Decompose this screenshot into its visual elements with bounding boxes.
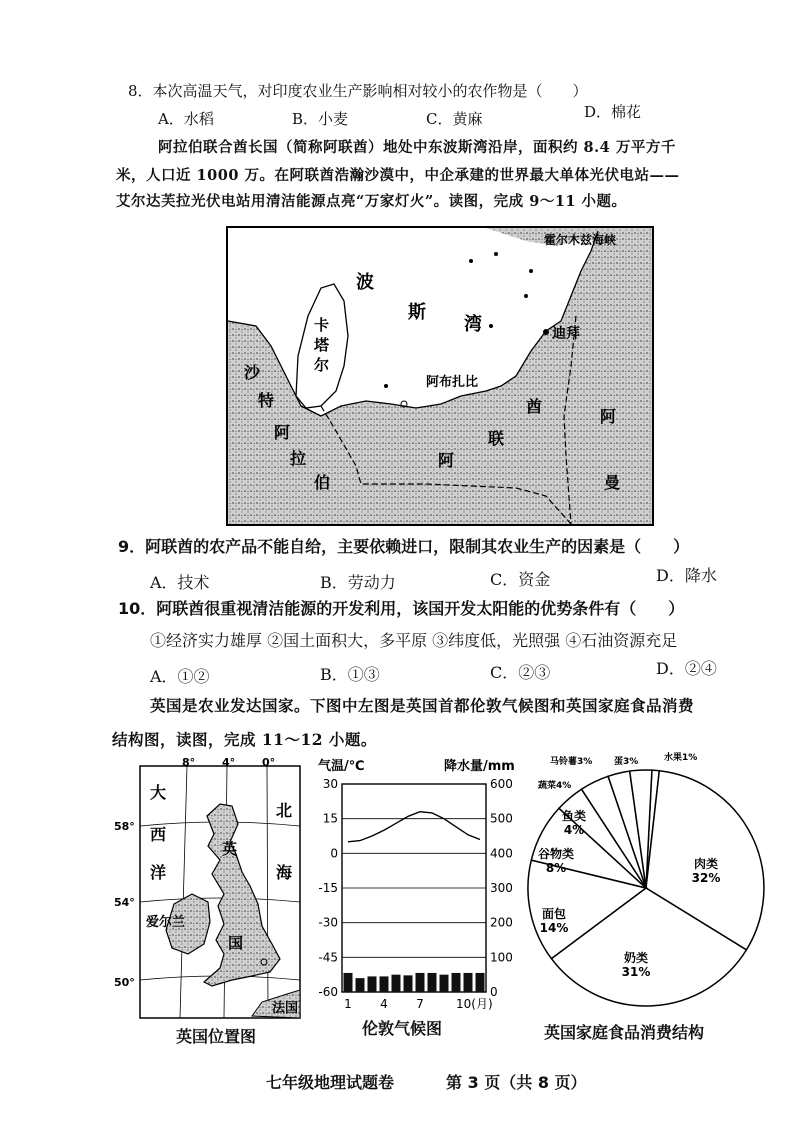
qatar-char-1: 卡	[314, 316, 330, 334]
precip-tick: 0	[490, 985, 498, 999]
precip-bar	[476, 973, 485, 992]
q9-option-b[interactable]: B．劳动力	[320, 573, 396, 592]
precip-bar	[344, 973, 353, 992]
q8-option-d[interactable]: D．棉花	[584, 103, 642, 121]
precip-bar	[380, 976, 389, 992]
pie-value-label: 14%	[539, 921, 569, 935]
precip-tick: 100	[490, 950, 513, 965]
pie-label: 水果1%	[664, 753, 698, 763]
ocean-char-2: 西	[150, 825, 167, 844]
pie-caption: 英国家庭食品消费结构	[544, 1023, 705, 1042]
lon-4: 4°	[222, 756, 236, 769]
q10-option-c[interactable]: C．②③	[490, 663, 551, 682]
q8-option-a[interactable]: A．水稻	[158, 110, 214, 128]
uae-intro-line-1: 阿拉伯联合酋长国（简称阿联酋）地处中东波斯湾沿岸，面积约 8.4 万平方千	[158, 139, 676, 156]
lon-0: 0°	[262, 756, 276, 769]
pie-value-label: 32%	[691, 871, 721, 885]
temperature-curve	[348, 812, 480, 842]
footer-course: 七年级地理试题卷	[266, 1073, 395, 1092]
pie-label: 蔬菜4%	[538, 781, 572, 791]
north-sea-char-2: 海	[276, 863, 293, 882]
uae-char-2: 联	[488, 429, 505, 448]
precip-tick: 300	[490, 881, 513, 895]
q10-stem: 10．阿联酋很重视清洁能源的开发利用，该国开发太阳能的优势条件有（ ）	[118, 599, 685, 618]
ocean-char-3: 洋	[150, 863, 167, 882]
gulf-char-3: 湾	[464, 314, 482, 335]
france-label: 法国	[272, 1001, 299, 1016]
precip-tick: 400	[490, 846, 513, 861]
temp-tick: -45	[318, 950, 338, 965]
precip-tick: 200	[490, 915, 513, 930]
saudi-char-5: 伯	[314, 473, 331, 492]
precip-bar	[440, 975, 449, 992]
pie-label: 肉类	[693, 857, 719, 871]
uk-intro-line-1: 英国是农业发达国家。下图中左图是英国首都伦敦气候图和英国家庭食品消费	[150, 696, 695, 715]
temp-tick: -30	[318, 915, 338, 930]
temp-tick: 15	[322, 811, 338, 826]
uk-map-caption: 英国位置图	[176, 1027, 257, 1046]
pie-value-label: 31%	[621, 965, 651, 979]
precip-bar	[416, 973, 425, 992]
precip-bar	[356, 978, 365, 992]
london-climate-chart	[316, 756, 526, 1012]
precip-bar	[404, 975, 413, 992]
uk-location-map	[112, 754, 310, 1024]
qatar-char-2: 塔	[314, 336, 330, 354]
ocean-char-1: 大	[150, 783, 167, 802]
uae-intro-line-2: 米，人口近 1000 万。在阿联酋浩瀚沙漠中，中企承建的世界最大单体光伏电站——	[116, 167, 680, 184]
precip-bar	[452, 973, 461, 992]
pie-value-label: 8%	[545, 861, 567, 875]
month-tick: 10(月)	[456, 997, 493, 1011]
uae-char-3: 酋	[526, 397, 543, 416]
temp-tick: -15	[318, 881, 338, 895]
food-consumption-pie	[516, 750, 786, 1020]
q9-option-d[interactable]: D．降水	[656, 566, 717, 585]
q8-option-b[interactable]: B．小麦	[292, 110, 349, 128]
footer-page: 第 3 页（共 8 页）	[446, 1073, 587, 1092]
q9-option-a[interactable]: A．技术	[150, 573, 210, 592]
precip-bar	[464, 973, 473, 992]
dubai-label: 迪拜	[552, 326, 580, 342]
q10-conditions: ①经济实力雄厚 ②国土面积大，多平原 ③纬度低，光照强 ④石油资源充足	[150, 631, 678, 650]
precip-tick: 600	[490, 777, 513, 791]
precip-bar	[392, 975, 401, 992]
precip-bar	[428, 973, 437, 992]
precip-bar	[368, 976, 377, 992]
north-sea-char-1: 北	[276, 801, 293, 820]
q10-option-a[interactable]: A．①②	[150, 667, 210, 686]
temp-tick: 0	[330, 846, 338, 861]
pie-label: 蛋3%	[614, 757, 639, 767]
uk-char-1: 英	[222, 840, 238, 858]
temp-tick: 30	[322, 777, 338, 791]
gulf-char-1: 波	[356, 272, 374, 293]
q10-option-b[interactable]: B．①③	[320, 665, 380, 684]
q10-option-d[interactable]: D．②④	[656, 659, 717, 678]
ireland-label: 爱尔兰	[146, 915, 186, 930]
pie-label: 谷物类	[537, 847, 575, 861]
pie-label: 马铃薯3%	[550, 757, 593, 767]
q8-option-c[interactable]: C．黄麻	[426, 110, 483, 128]
q8-stem: 8．本次高温天气，对印度农业生产影响相对较小的农作物是（ ）	[128, 82, 588, 100]
oman-char-2: 曼	[604, 473, 621, 492]
month-tick: 4	[380, 997, 388, 1011]
pie-label: 奶类	[623, 951, 649, 965]
month-tick: 7	[416, 997, 424, 1011]
uk-intro-line-2: 结构图，读图，完成 11～12 小题。	[112, 730, 377, 749]
saudi-char-2: 特	[258, 391, 275, 410]
lat-54: 54°	[114, 896, 135, 909]
month-tick: 1	[344, 997, 352, 1011]
uae-char-1: 阿	[438, 451, 455, 470]
hormuz-label: 霍尔木兹海峡	[544, 233, 617, 247]
lat-50: 50°	[114, 976, 135, 989]
pie-label: 面包	[541, 907, 567, 921]
oman-char-1: 阿	[600, 407, 617, 426]
uae-intro-line-3: 艾尔达芙拉光伏电站用清洁能源点亮“万家灯火”。读图，完成 9～11 小题。	[116, 193, 627, 210]
pie-value-label: 4%	[563, 823, 585, 837]
qatar-char-3: 尔	[314, 356, 330, 374]
abudhabi-label: 阿布扎比	[426, 375, 479, 390]
temp-axis-label: 气温/℃	[318, 759, 365, 774]
gulf-char-2: 斯	[408, 302, 426, 323]
pie-label: 鱼类	[561, 809, 587, 823]
q9-option-c[interactable]: C．资金	[490, 570, 551, 589]
saudi-char-3: 阿	[274, 423, 291, 442]
saudi-char-4: 拉	[290, 449, 307, 468]
precip-tick: 500	[490, 811, 513, 826]
dubai-dot	[543, 329, 549, 335]
uk-char-2: 国	[228, 934, 244, 952]
temp-tick: -60	[318, 985, 338, 999]
lat-58: 58°	[114, 820, 135, 833]
q9-stem: 9．阿联酋的农产品不能自给，主要依赖进口，限制其农业生产的因素是（ ）	[118, 537, 690, 556]
climate-caption: 伦敦气候图	[362, 1019, 443, 1038]
saudi-char-1: 沙	[244, 363, 261, 382]
uae-map	[226, 226, 654, 526]
lon-8: 8°	[182, 756, 196, 769]
precip-axis-label: 降水量/mm	[444, 759, 515, 774]
